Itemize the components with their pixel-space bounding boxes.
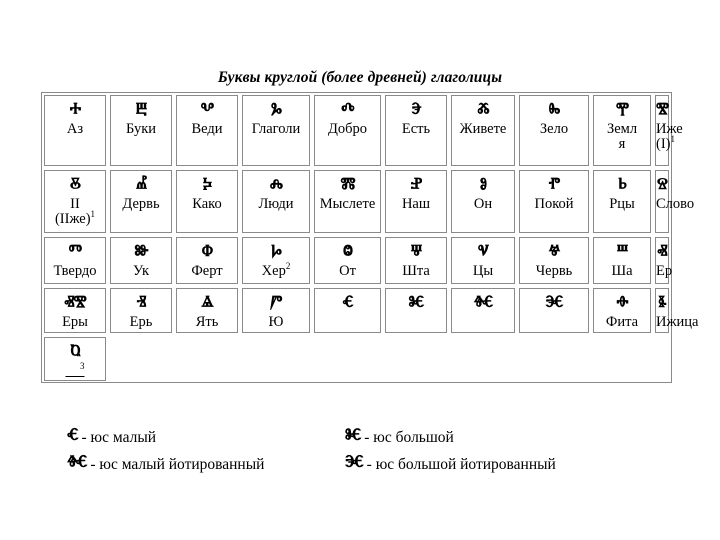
letter-name [656,121,683,137]
letter-name-text: Покой [534,196,574,212]
legend-yus-big [345,424,454,449]
glagolitic-letter-glyph: ⱇ [201,240,213,264]
letter-name [594,315,650,330]
yus-small-iotated-glyph: ⱙ [67,451,87,476]
letter-name [520,264,588,279]
letter-name [594,122,650,137]
letter-cell [242,237,310,284]
letter-cell [385,288,447,333]
letter-cell [655,95,683,166]
glagolitic-letter-glyph: ⰰ [69,98,81,122]
letter-cell [110,170,172,233]
letter-name-text: Мыслете [319,196,376,212]
glagolitic-letter-glyph: ⰹ [615,98,629,122]
letter-cell [110,237,172,284]
letter-cell [44,337,106,381]
glagolitic-letter-glyph: ⱑ [201,291,213,315]
letter-name [386,197,446,212]
letter-name [452,122,514,137]
page-title: Буквы круглой (более древней) глаголицы [217,69,503,86]
letter-cell [519,237,589,284]
yus-big-iotated-text: - юс большой йотированный [362,456,556,473]
glagolitic-letter-glyph: ⱄ [657,173,667,197]
glagolitic-letter-glyph: ⱏ [657,240,667,264]
letter-name-line2 [594,137,650,152]
glagolitic-letter-glyph: ⱘ [408,291,424,315]
letter-name [45,122,105,137]
letter-cell [451,237,515,284]
letter-cell [451,170,515,233]
yus-small-iotated-text: - юс малый йотированный [86,456,265,473]
glagolitic-alphabet-table [41,92,699,383]
letter-name [177,122,237,137]
letter-cell [593,170,651,233]
letter-name-text: Ять [195,314,219,330]
letter-name [386,122,446,137]
letter-name [243,197,309,212]
glagolitic-letter-glyph: ⰼ [135,173,147,197]
letter-name-text: Слово [656,196,695,212]
letter-name-text: Ук [132,263,150,279]
glagolitic-letter-glyph: ⱐ [136,291,146,315]
letter-cell [176,288,238,333]
letter-cell [242,288,310,333]
letter-name-text: II [70,196,80,212]
letter-name [45,264,105,279]
letter-cell [176,170,238,233]
letter-cell [655,288,699,333]
letter-cell [110,288,172,333]
letter-name-text: Земл [606,121,638,137]
letter-cell [655,237,673,284]
letter-name-text: Он [473,196,493,212]
glagolitic-letter-glyph: ⱚ [616,291,628,315]
letter-name-text: Цы [472,263,494,279]
glagolitic-letter-glyph: ⰲ [200,98,214,122]
letter-name-text: Дервь [122,196,160,212]
letter-name [594,264,650,279]
yus-big-glyph: ⱘ [345,424,361,449]
footnote-marker: 2 [285,261,291,272]
yus-big-text: - юс большой [360,429,454,446]
letter-cell [242,95,310,166]
letter-cell [655,170,695,233]
glagolitic-letter-glyph: ⰱ [135,98,147,122]
letter-cell [593,95,651,166]
letter-name-text: От [339,263,356,279]
letter-name-text: Червь [535,263,573,279]
glagolitic-letter-glyph: ⰴ [341,98,354,122]
letter-name [243,261,309,279]
letter-name-text: Ша [611,263,633,279]
letter-name [656,196,695,212]
letter-cell [451,95,515,166]
letter-name [315,264,380,279]
letter-name [177,264,237,279]
letter-name-text: Буки [125,121,157,137]
glagolitic-letter-glyph: ⱃ [618,173,626,197]
letter-name-text: Хер [261,263,286,279]
letter-name [111,197,171,212]
glagolitic-letter-glyph: ⱁ [479,173,487,197]
letter-cell [519,95,589,166]
letter-name-text: Аз [66,121,84,137]
letter-name [45,315,105,330]
glagolitic-letter-glyph: ⱉ [343,240,352,264]
letter-name [177,197,237,212]
letter-name-line2-text: (I) [656,136,671,152]
letter-name [594,197,650,212]
letter-cell [110,95,172,166]
footnote-marker: 3 [80,361,85,372]
letter-cell [242,170,310,233]
letter-cell [519,288,589,333]
letter-name [111,264,171,279]
glagolitic-letter-glyph: ⱛ [658,291,666,315]
letter-name-text: Твердо [53,263,97,279]
glagolitic-letter-glyph: ⱌ [477,240,489,264]
letter-cell [451,288,515,333]
letter-name-line2-text: я [618,136,626,152]
glagolitic-letter-glyph: ⰺ [656,98,669,122]
letter-name-text: Есть [401,121,431,137]
glagolitic-letter-glyph: ⰻ [70,173,80,197]
letter-name-text: Зело [539,121,569,137]
glagolitic-letter-glyph: ⰶ [477,98,489,122]
letter-name [452,264,514,279]
glagolitic-letter-glyph: ⱏⰺ [64,291,86,315]
letter-name [243,122,309,137]
glagolitic-letter-glyph: ⱆ [134,240,148,264]
letter-name [111,315,171,330]
letter-cell [44,288,106,333]
yus-small-glyph: ⱔ [67,424,78,449]
letter-name [111,122,171,137]
letter-cell [385,237,447,284]
yus-big-iotated-glyph: ⱗ [345,451,363,476]
letter-name [45,361,105,379]
letter-name [315,197,380,212]
letter-name-text: Ижица [656,314,699,330]
glagolitic-letter-glyph: ⱅ [68,240,82,264]
glagolitic-letter-glyph: ⱔ [342,291,353,315]
footnote-marker: 1 [670,134,675,145]
letter-name [656,314,699,330]
letter-name-text: Иже [656,121,683,137]
yus-small-text: - юс малый [77,429,157,446]
letter-cell [176,95,238,166]
letter-name-text: Наш [401,196,431,212]
letter-name [315,122,380,137]
letter-cell [385,170,447,233]
glagolitic-letter-glyph: ⱋ [410,240,422,264]
glagolitic-letter-glyph: ⱍ [548,240,560,264]
letter-name-text: Добро [327,121,368,137]
letter-name-text: Глаголи [251,121,301,137]
glagolitic-letter-glyph: ⱀ [410,173,422,197]
letter-cell [593,288,651,333]
glagolitic-letter-glyph: ⰿ [340,173,355,197]
legend-yus-big-iotated [345,451,556,476]
letter-cell [44,170,106,233]
letter-cell [314,288,381,333]
letter-cell [176,237,238,284]
glagolitic-letter-glyph: ⱒ [70,340,80,364]
letter-name [177,315,237,330]
letter-cell [519,170,589,233]
letter-name [386,264,446,279]
letter-cell [314,95,381,166]
letter-name-text: Ю [268,314,284,330]
letter-name-text: Фита [605,314,639,330]
glagolitic-letter-glyph: ⱈ [271,240,281,264]
letter-name [45,197,105,212]
letter-name [520,122,588,137]
letter-name [243,315,309,330]
glagolitic-letter-glyph: ⱂ [548,173,560,197]
letter-name [520,197,588,212]
letter-name-text: Живете [459,121,507,137]
letter-name-text: Ферт [191,263,223,279]
letter-name-text: Веди [191,121,223,137]
letter-name-text: Люди [258,196,294,212]
letter-name-text: Како [192,196,222,212]
letter-name [656,263,673,279]
glagolitic-letter-glyph: ⱎ [616,240,628,264]
legend-yus-small-iotated [67,451,264,476]
glagolitic-letter-glyph: ⰽ [202,173,212,197]
letter-name-text: Рцы [609,196,635,212]
glagolitic-letter-glyph: ⱓ [270,291,282,315]
letter-cell [593,237,651,284]
footnote-marker: 1 [90,209,96,220]
glagolitic-letter-glyph: ⰸ [548,98,560,122]
legend-yus-small [67,424,156,449]
letter-name-text: Ерь [129,314,153,330]
letter-name-text: Ер [656,263,673,279]
letter-cell [385,95,447,166]
letter-name-line2-text: (IIже) [54,211,91,227]
glagolitic-letter-glyph: ⰳ [270,98,282,122]
letter-name [452,197,514,212]
letter-cell [44,237,106,284]
letter-name-line2 [656,134,675,152]
glagolitic-letter-glyph: ⱗ [545,291,563,315]
letter-name-text: Еры [62,314,88,330]
letter-name-text: Шта [402,263,430,279]
letter-cell [44,95,106,166]
letter-name-line2 [45,209,105,227]
letter-cell [314,170,381,233]
letter-cell [314,237,381,284]
glagolitic-letter-glyph: ⱙ [473,291,493,315]
glagolitic-letter-glyph: ⰾ [269,173,283,197]
glagolitic-letter-glyph: ⰵ [411,98,421,122]
